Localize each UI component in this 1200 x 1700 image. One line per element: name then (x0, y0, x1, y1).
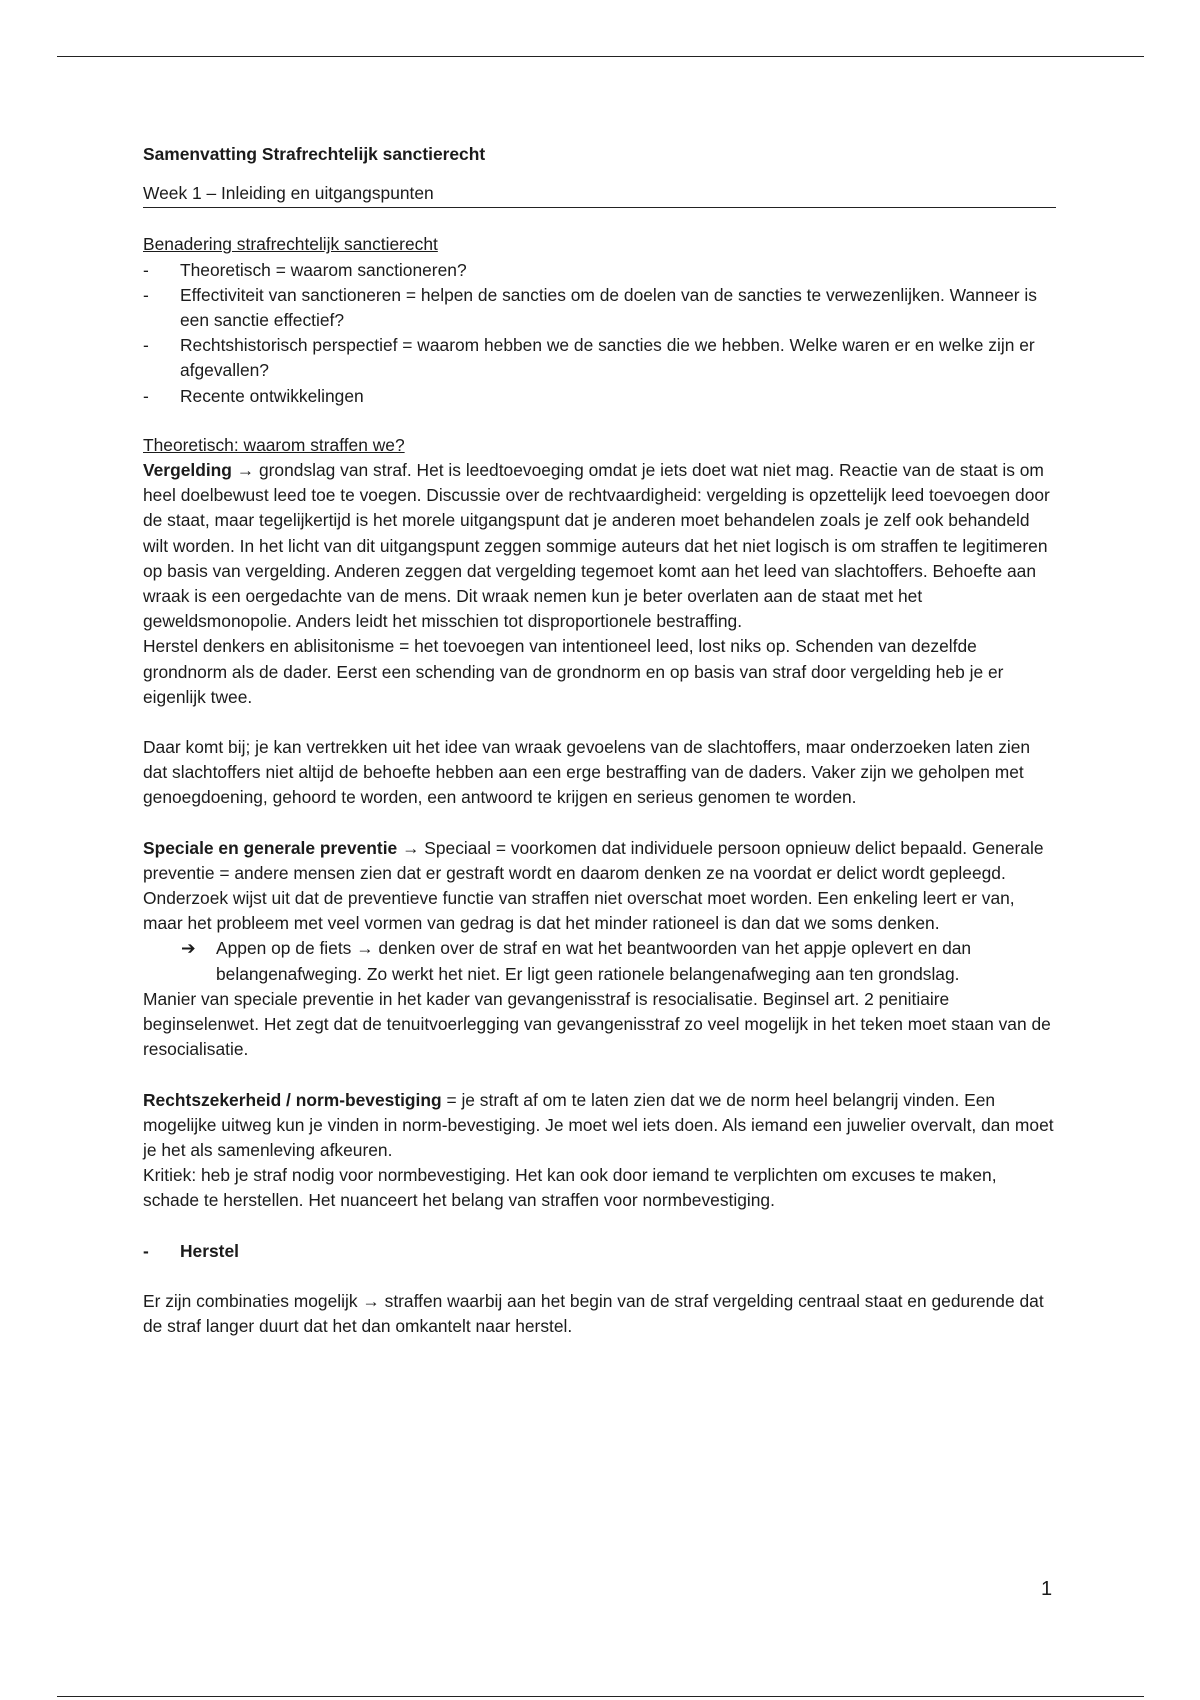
onderzoek-paragraph: Onderzoek wijst uit dat de preventieve functie van straffen niet overschat moet worden. Een enkeling leert er van, maar het probleem met veel vormen van gedrag is dat het minder rationeel is dan dat we soms denken. (143, 888, 1015, 934)
herstel-label: Herstel (180, 1240, 239, 1261)
theory-heading: Theoretisch: waarom straffen we? (143, 434, 405, 455)
kritiek-paragraph: Kritiek: heb je straf nodig voor normbevestiging. Het kan ook door iemand te verplichten om excuses te maken, schade te herstellen. Het nuanceert het belang van straffen voor normbevestiging. (143, 1165, 997, 1211)
manier-paragraph: Manier van speciale preventie in het kader van gevangenisstraf is resocialisatie. Beginsel art. 2 penitiaire beginselenwet. Het zegt dat de tenuitvoerlegging van gevangenisstraf zo veel mogelijk in het teken moet staan van de resocialisatie. (143, 988, 1051, 1060)
week-heading: Week 1 – Inleiding en uitgangspunten (143, 181, 1056, 208)
preventie-term: Speciale en generale preventie (143, 837, 398, 858)
appen-text: Appen op de fiets → denken over de straf en wat het beantwoorden van het appje oplevert en dan belangenafweging. Zo werkt het niet. Er ligt geen rationele belangenafweging aan ten grondslag. (216, 938, 972, 984)
preventie-paragraph (143, 836, 1056, 886)
list-item: - Recente ontwikkelingen (143, 384, 1056, 409)
herstel-heading (143, 1239, 1056, 1264)
approach-list (143, 258, 1056, 409)
footer-rule (57, 1696, 1144, 1697)
rechtszekerheid-text: = je straft af om te laten zien dat we de norm heel belangrij vinden. Een mogelijke uitweg kun je vinden in norm-bevestiging. Je moet wel iets doen. Als iemand een juwelier overvalt, dan moet je het als samenleving afkeuren. (143, 1089, 1054, 1160)
list-item: - Effectiviteit van sanctioneren = helpen de sancties om de doelen van de sancties te verwezenlijken. Wanneer is een sanctie effectief? (143, 283, 1056, 333)
rechtszekerheid-term: Rechtszekerheid / norm-bevestiging (143, 1089, 442, 1110)
appen-arrow-item (143, 936, 1056, 986)
daar-komt-bij-paragraph: Daar komt bij; je kan vertrekken uit het idee van wraak gevoelens van de slachtoffers, maar onderzoeken laten zien dat slachtoffers niet altijd de behoefte hebben aan een erge bestraffing van de daders. Vaker zijn we geholpen met genoegdoening, gehoord te worden, een antwoord te krijgen en serieus genomen te worden. (143, 737, 1031, 808)
approach-heading: Benadering strafrechtelijk sanctierecht (143, 234, 438, 255)
list-item: - Theoretisch = waarom sanctioneren? (143, 258, 1056, 283)
dash-bullet: - (143, 1240, 149, 1261)
rechtszekerheid-paragraph (143, 1088, 1056, 1164)
header-rule (57, 56, 1144, 57)
document-title: Samenvatting Strafrechtelijk sanctierecht (143, 144, 486, 164)
vergelding-text: → grondslag van straf. Het is leedtoevoeging omdat je iets doet wat niet mag. Reactie van de staat is om heel doelbewust leed toe te voegen. Discussie over de rechtvaardigheid: vergelding is opzettelijk leed toevoegen door de staat, maar tegelijkertijd is het morele uitgangspunt dat je anderen moet behandelen zoals je zelf ook behandeld wilt worden. In het licht van dit uitgangspunt zeggen sommige auteurs dat het niet logisch is om straffen te legitimeren op basis van vergelding. Anderen zeggen dat vergelding tegemoet komt aan het leed van slachtoffers. Behoefte aan wraak is een oergedachte van de mens. Dit wraak nemen kun je beter overlaten aan de staat met het geweldsmonopolie. Anders leidt het misschien tot disproportionele bestraffing. (143, 460, 1050, 632)
page-number: 1 (1041, 1578, 1053, 1600)
vergelding-term: Vergelding (143, 460, 232, 481)
vergelding-paragraph (143, 458, 1056, 634)
page-content (143, 139, 1056, 1339)
preventie-text: → Speciaal = voorkomen dat individuele persoon opnieuw delict bepaald. Generale preventie = andere mensen zien dat er gestraft wordt en daarom denken ze na voordat er delict wordt gepleegd. (143, 837, 1044, 883)
list-item: - Rechtshistorisch perspectief = waarom hebben we de sancties die we hebben. Welke waren er en welke zijn er afgevallen? (143, 333, 1056, 383)
herstel-denkers-paragraph: Herstel denkers en ablisitonisme = het toevoegen van intentioneel leed, lost niks op. Schenden van dezelfde grondnorm als de dader. Eerst een schending van de grondnorm en op basis van straf door vergelding heb je er eigenlijk twee. (143, 636, 1004, 707)
combinaties-paragraph: Er zijn combinaties mogelijk → straffen waarbij aan het begin van de straf vergelding centraal staat en gedurende dat de straf langer duurt dat het dan omkantelt naar herstel. (143, 1290, 1044, 1336)
arrow-bullet-icon: ➔ (181, 938, 196, 959)
